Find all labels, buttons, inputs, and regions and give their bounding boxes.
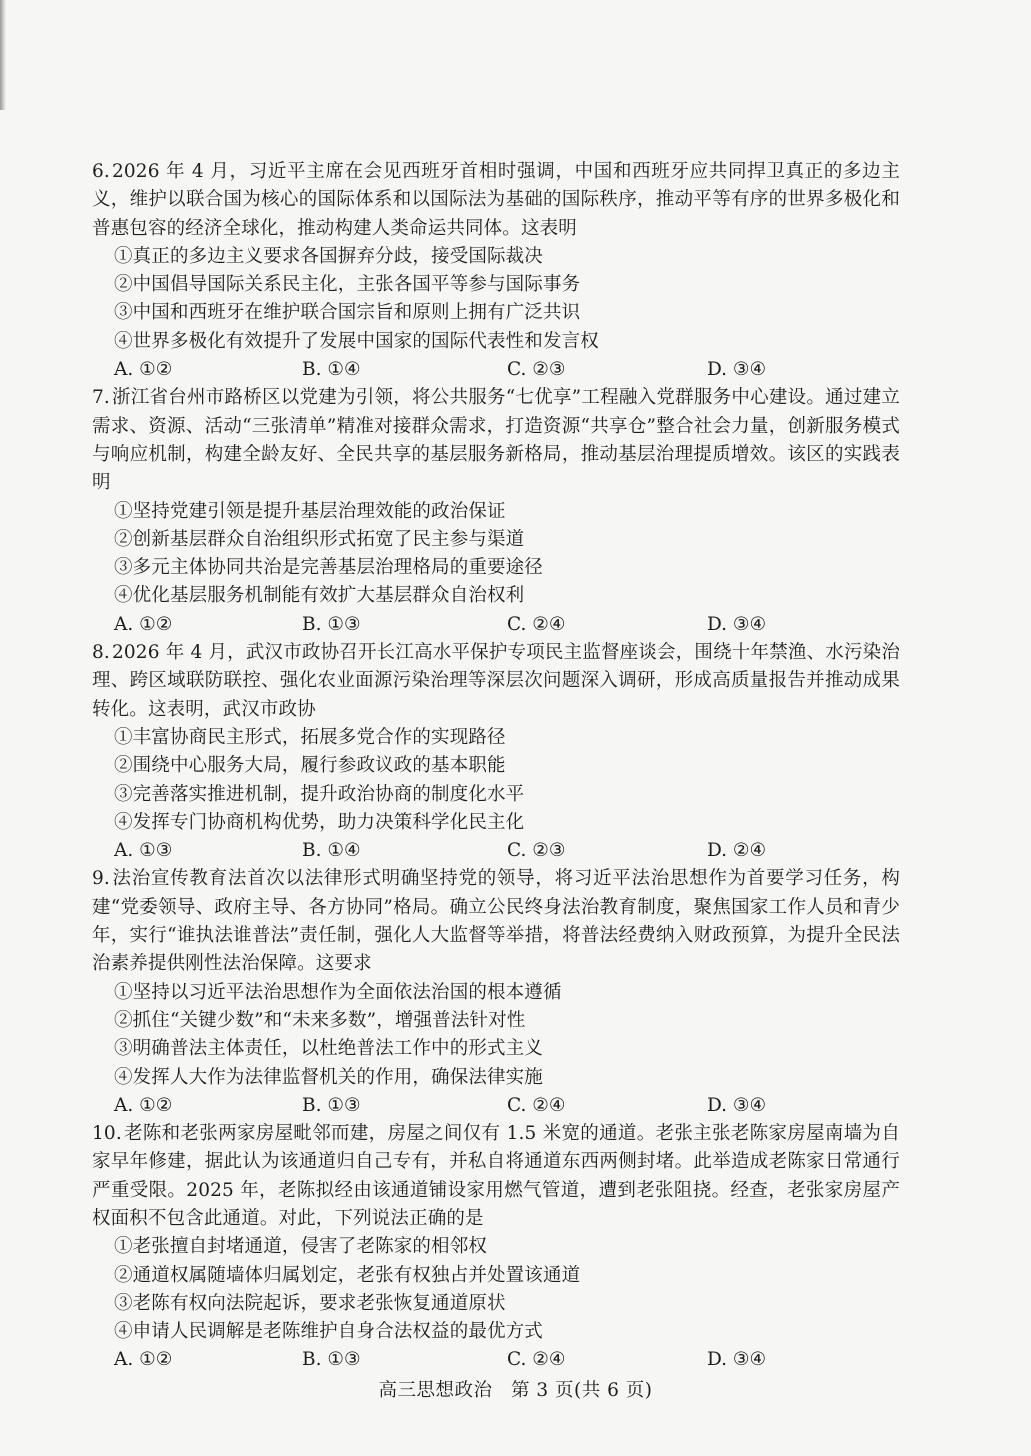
- statement-1: ①老张擅自封堵通道，侵害了老陈家的相邻权: [114, 1236, 488, 1258]
- statement-4: ④发挥人大作为法律监督机关的作用，确保法律实施: [114, 1066, 543, 1088]
- statement-4: ④申请人民调解是老陈维护自身合法权益的最优方式: [114, 1321, 543, 1343]
- statement-3: ③老陈有权向法院起诉，要求老张恢复通道原状: [114, 1292, 506, 1314]
- question-9: [92, 865, 900, 1120]
- choice-c[interactable]: C. ②④: [507, 613, 566, 635]
- choice-a[interactable]: A. ①②: [114, 1349, 173, 1371]
- question-text: 浙江省台州市路桥区以党建为引领，将公共服务“七优享”工程融入党群服务中心建设。通过建立需求、资源、活动“三张清单”精准对接群众需求，打造资源“共享仓”整合社会力量，创新服务模式与响应机制，构建全龄友好、全民共享的基层服务新格局，推动基层治理提质增效。该区的实践表明: [92, 387, 900, 494]
- choice-d[interactable]: D. ③④: [707, 1349, 767, 1371]
- choice-b[interactable]: B. ①④: [302, 359, 361, 381]
- choice-a[interactable]: A. ①②: [114, 359, 173, 381]
- footer-page-number: 第 3 页(共 6 页): [510, 1380, 653, 1401]
- question-6: [92, 158, 900, 384]
- answer-choices: [92, 611, 900, 639]
- choice-c[interactable]: C. ②③: [507, 840, 566, 862]
- statement-1: ①坚持以习近平法治思想作为全面依法治国的根本遵循: [114, 981, 562, 1003]
- question-number: 10.: [92, 1123, 122, 1145]
- choice-a[interactable]: A. ①②: [114, 613, 173, 635]
- question-number: 6.: [92, 161, 110, 182]
- statement-1: ①坚持党建引领是提升基层治理效能的政治保证: [114, 500, 506, 522]
- choice-c[interactable]: C. ②④: [507, 1094, 566, 1116]
- question-stem: [92, 384, 900, 497]
- scan-edge-mark: [0, 0, 6, 110]
- statement-1: ①真正的多边主义要求各国摒弃分歧，接受国际裁决: [114, 245, 543, 267]
- question-text: 老陈和老张两家房屋毗邻而建，房屋之间仅有 1.5 米宽的通道。老张主张老陈家房屋南墙为自家早年修建，据此认为该通道归自己专有，并私自将通道东西两侧封堵。此举造成老陈家日常通行严重受限。2025 年，老陈拟经由该通道铺设家用燃气管道，遭到老张阻挠。经查，老张家房屋产权面积不包含此通道。对此，下列说法正确的是: [92, 1123, 900, 1229]
- choice-c[interactable]: C. ②③: [507, 359, 566, 381]
- question-list: [92, 158, 900, 1375]
- statement-2: ②抓住“关键少数”和“未来多数”，增强普法针对性: [114, 1009, 526, 1031]
- statement-3: ③明确普法主体责任，以杜绝普法工作中的形式主义: [114, 1038, 543, 1060]
- choice-a[interactable]: A. ①③: [114, 840, 173, 862]
- choice-d[interactable]: D. ③④: [707, 359, 767, 381]
- question-8: [92, 639, 900, 865]
- answer-choices: [92, 356, 900, 384]
- statement-3: ③多元主体协同共治是完善基层治理格局的重要途径: [114, 557, 543, 579]
- choice-d[interactable]: D. ③④: [707, 613, 767, 635]
- question-7: [92, 384, 900, 639]
- choice-b[interactable]: B. ①③: [302, 1349, 361, 1371]
- choice-d[interactable]: D. ③④: [707, 1094, 767, 1116]
- question-stem: [92, 1120, 900, 1233]
- statement-2: ②围绕中心服务大局，履行参政议政的基本职能: [114, 755, 506, 777]
- choice-c[interactable]: C. ②④: [507, 1349, 566, 1371]
- question-number: 9.: [92, 868, 110, 890]
- statement-4: ④发挥专门协商机构优势，助力决策科学化民主化: [114, 811, 525, 833]
- statement-2: ②通道权属随墙体归属划定，老张有权独占并处置该通道: [114, 1264, 581, 1286]
- page-footer: [0, 1376, 1031, 1402]
- question-text: 2026 年 4 月，武汉市政协召开长江高水平保护专项民主监督座谈会，围绕十年禁渔、水污染治理、跨区域联防联控、强化农业面源污染治理等深层次问题深入调研，形成高质量报告并推动成果转化。这表明，武汉市政协: [92, 642, 900, 720]
- choice-a[interactable]: A. ①②: [114, 1094, 173, 1116]
- question-text: 2026 年 4 月，习近平主席在会见西班牙首相时强调，中国和西班牙应共同捍卫真正的多边主义，维护以联合国为核心的国际体系和以国际法为基础的国际秩序，推动平等有序的世界多极化和普惠包容的经济全球化，推动构建人类命运共同体。这表明: [92, 161, 900, 239]
- answer-choices: [92, 1092, 900, 1120]
- question-stem: [92, 865, 900, 978]
- question-text: 法治宣传教育法首次以法律形式明确坚持党的领导，将习近平法治思想作为首要学习任务，构建“党委领导、政府主导、各方协同”格局。确立公民终身法治教育制度，聚焦国家工作人员和青少年，实行“谁执法谁普法”责任制，强化人大监督等举措，将普法经费纳入财政预算，为提升全民法治素养提供刚性法治保障。这要求: [92, 868, 900, 975]
- answer-choices: [92, 837, 900, 865]
- question-stem: [92, 639, 900, 724]
- statement-3: ③完善落实推进机制，提升政治协商的制度化水平: [114, 783, 525, 805]
- choice-b[interactable]: B. ①④: [302, 840, 361, 862]
- footer-subject: 高三思想政治: [378, 1380, 493, 1401]
- statement-2: ②创新基层群众自治组织形式拓宽了民主参与渠道: [114, 528, 525, 550]
- statement-3: ③中国和西班牙在维护联合国宗旨和原则上拥有广泛共识: [114, 302, 581, 324]
- question-stem: [92, 158, 900, 243]
- statement-4: ④优化基层服务机制能有效扩大基层群众自治权利: [114, 585, 525, 607]
- question-number: 7.: [92, 387, 110, 409]
- statement-1: ①丰富协商民主形式，拓展多党合作的实现路径: [114, 726, 506, 748]
- choice-b[interactable]: B. ①③: [302, 613, 361, 635]
- statement-4: ④世界多极化有效提升了发展中国家的国际代表性和发言权: [114, 330, 599, 352]
- choice-b[interactable]: B. ①③: [302, 1094, 361, 1116]
- question-10: [92, 1120, 900, 1375]
- question-number: 8.: [92, 642, 110, 664]
- answer-choices: [92, 1346, 900, 1374]
- choice-d[interactable]: D. ②④: [707, 840, 767, 862]
- statement-2: ②中国倡导国际关系民主化，主张各国平等参与国际事务: [114, 274, 581, 296]
